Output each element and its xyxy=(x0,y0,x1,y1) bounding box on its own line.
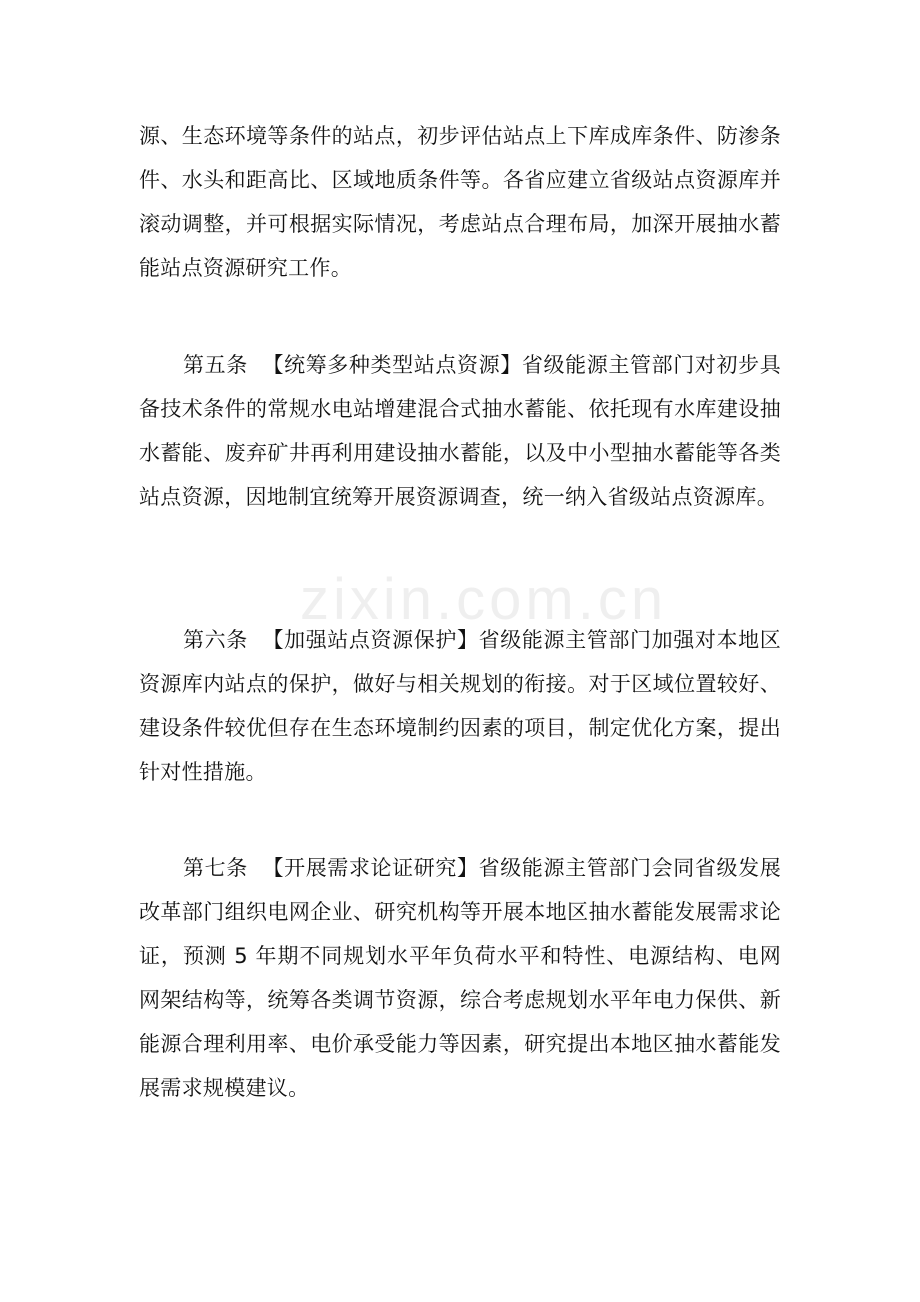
watermark: zixin.com.cn xyxy=(300,567,668,632)
article-6-paragraph xyxy=(139,618,781,794)
article-7-paragraph xyxy=(139,846,781,1110)
paragraph-text: 省级能源主管部门会同省级发展改革部门组织电网企业、研究机构等开展本地区抽水蓄能发展需求论证，预测 5 年期不同规划水平年负荷水平和特性、电源结构、电网网架结构等，统筹各类调节资源，综合考虑规划水平年电力保供、新能源合理利用率、电价承受能力等因素，研究提出本地区抽水蓄能发展需求规模建议。 xyxy=(139,856,782,1100)
article-number: 第六条 xyxy=(183,628,248,652)
article-number: 第七条 xyxy=(183,856,248,880)
article-heading: 【开展需求论证研究】 xyxy=(262,856,479,880)
article-number: 第五条 xyxy=(183,353,248,377)
article-heading: 【加强站点资源保护】 xyxy=(262,628,479,652)
paragraph-continuation xyxy=(139,114,781,290)
paragraph-text: 省级能源主管部门加强对本地区资源库内站点的保护，做好与相关规划的衔接。对于区域位置较好、建设条件较优但存在生态环境制约因素的项目，制定优化方案，提出针对性措施。 xyxy=(139,628,782,784)
paragraph-text: 源、生态环境等条件的站点，初步评估站点上下库成库条件、防渗条件、水头和距高比、区域地质条件等。各省应建立省级站点资源库并滚动调整，并可根据实际情况，考虑站点合理布局，加深开展抽水蓄能站点资源研究工作。 xyxy=(139,124,781,280)
paragraph-text: 省级能源主管部门对初步具备技术条件的常规水电站增建混合式抽水蓄能、依托现有水库建设抽水蓄能、废弃矿井再利用建设抽水蓄能，以及中小型抽水蓄能等各类站点资源，因地制宜统筹开展资源调查，统一纳入省级站点资源库。 xyxy=(139,353,781,509)
article-heading: 【统筹多种类型站点资源】 xyxy=(262,353,522,377)
article-5-paragraph xyxy=(139,343,781,519)
